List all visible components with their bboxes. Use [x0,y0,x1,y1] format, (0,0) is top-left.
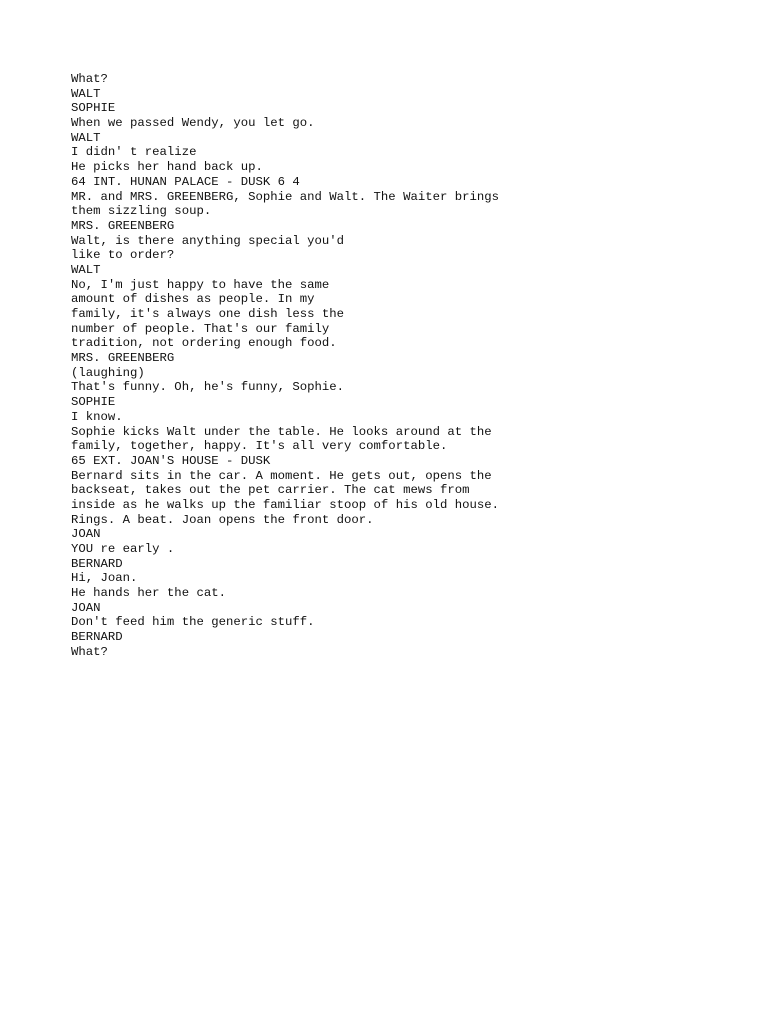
dialogue-line: I know. [71,409,123,424]
dialogue-line: Walt, is there anything special you'd [71,233,345,248]
dialogue-line: When we passed Wendy, you let go. [71,116,315,131]
dialogue-line: tradition, not ordering enough food. [71,336,337,351]
character-name: JOAN [71,600,101,615]
character-name: BERNARD [71,630,123,645]
action-line: Sophie kicks Walt under the table. He looks around at the [71,424,492,439]
script-page [71,72,731,660]
dialogue-line: family, it's always one dish less the [71,307,345,321]
action-line: MR. and MRS. GREENBERG, Sophie and Walt. The Waiter brings [71,189,500,204]
dialogue-line: What? [71,72,108,86]
dialogue-line: That's funny. Oh, he's funny, Sophie. [71,380,345,395]
action-line: He picks her hand back up. [71,160,263,175]
dialogue-line: Don't feed him the generic stuff. [71,615,315,630]
dialogue-line: I didn' t realize [71,145,197,160]
character-name: WALT [71,262,101,277]
character-name: MRS. GREENBERG [71,218,175,233]
dialogue-line: Hi, Joan. [71,571,138,586]
action-line: Bernard sits in the car. A moment. He gets out, opens the [71,468,492,483]
scene-heading: 64 INT. HUNAN PALACE - DUSK 6 4 [71,174,300,189]
character-name: BERNARD [71,556,123,571]
character-name: MRS. GREENBERG [71,351,175,366]
character-name: SOPHIE [71,395,116,410]
dialogue-line: YOU re early . [71,542,175,556]
character-name: WALT [71,86,101,101]
action-line: backseat, takes out the pet carrier. The cat mews from [71,483,470,498]
dialogue-line: What? [71,644,108,659]
action-line: He hands her the cat. [71,586,226,601]
action-line: inside as he walks up the familiar stoop of his old house. [71,497,500,512]
scene-heading: 65 EXT. JOAN'S HOUSE - DUSK [71,453,271,468]
action-line: family, together, happy. It's all very comfortable. [71,439,448,454]
dialogue-line: No, I'm just happy to have the same [71,277,330,292]
parenthetical: (laughing) [71,365,145,380]
dialogue-line: number of people. That's our family [71,321,330,336]
character-name: SOPHIE [71,101,116,116]
character-name: WALT [71,130,101,145]
action-line: Rings. A beat. Joan opens the front door. [71,512,374,527]
dialogue-line: amount of dishes as people. In my [71,292,315,307]
dialogue-line: like to order? [71,248,175,263]
action-line: them sizzling soup. [71,204,212,219]
character-name: JOAN [71,527,101,542]
